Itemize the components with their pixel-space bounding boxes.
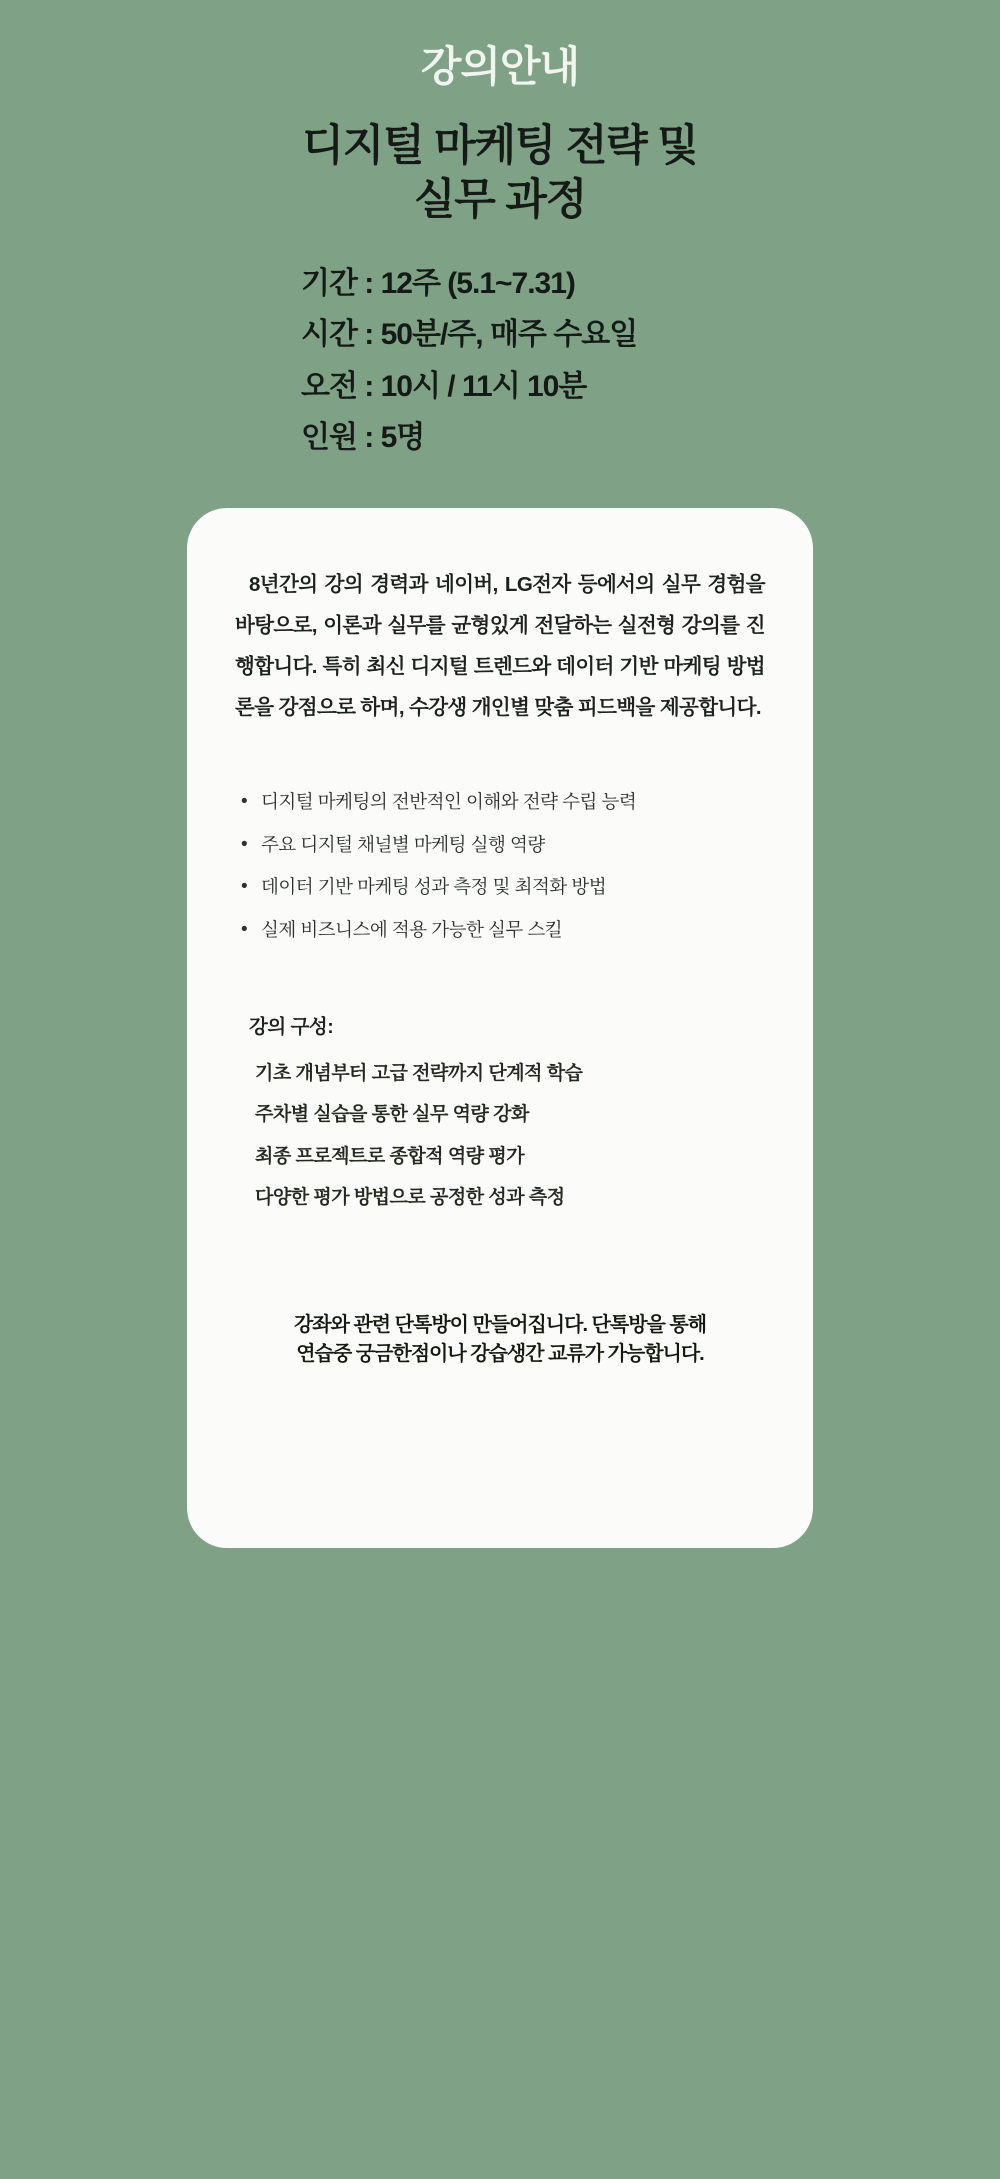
curriculum-line: 주차별 실습을 통한 실무 역량 강화 [255,1104,529,1126]
course-title-line-2: 실무 과정 [413,175,587,224]
list-item: • 디지털 마케팅의 전반적인 이해와 전략 수립 능력 [235,788,765,831]
list-item: • 데이터 기반 마케팅 성과 측정 및 최적화 방법 [235,873,765,916]
curriculum-section-title: 강의 구성: [249,1015,334,1038]
info-card [187,508,813,1548]
footnote [235,1311,765,1369]
meta-row-capacity: 인원 : 5명 [301,421,425,455]
course-title-line-1: 디지털 마케팅 전략 및 [302,122,698,171]
poster-header [141,44,859,228]
meta-row-duration: 기간 : 12주 (5.1~7.31) [301,266,575,300]
curriculum-section [235,1011,765,1219]
curriculum-line: 기초 개념부터 고급 전략까지 단계적 학습 [255,1062,583,1084]
outcome-bullet-list [235,788,765,959]
course-meta-list [141,258,859,464]
poster [141,0,859,2179]
footnote-line-1: 강좌와 관련 단톡방이 만들어집니다. 단톡방을 통해 [293,1313,707,1336]
intro-paragraph: 8년간의 강의 경력과 네이버, LG전자 등에서의 실무 경험을 바탕으로, 이론과 실무를 균형있게 전달하는 실전형 강의를 진행합니다. 특히 최신 디지털 트렌드와 데이터 기반 마케팅 방법론을 강점으로 하며, 수강생 개인별 맞춤 피드백을 제공합니다. [235,573,765,720]
footnote-line-2: 연습중 궁금한점이나 강습생간 교류가 가능합니다. [296,1342,704,1365]
meta-row-time: 시간 : 50분/주, 매주 수요일 [301,318,638,352]
page-title [171,120,829,228]
list-item: • 실제 비즈니스에 적용 가능한 실무 스킬 [235,916,765,959]
curriculum-line: 최종 프로젝트로 종합적 역량 평가 [255,1145,525,1167]
meta-row-morning: 오전 : 10시 / 11시 10분 [301,369,587,403]
curriculum-line: 다양한 평가 방법으로 공정한 성과 측정 [255,1187,565,1209]
poster-kicker: 강의안내 [420,43,580,90]
list-item: • 주요 디지털 채널별 마케팅 실행 역량 [235,831,765,874]
